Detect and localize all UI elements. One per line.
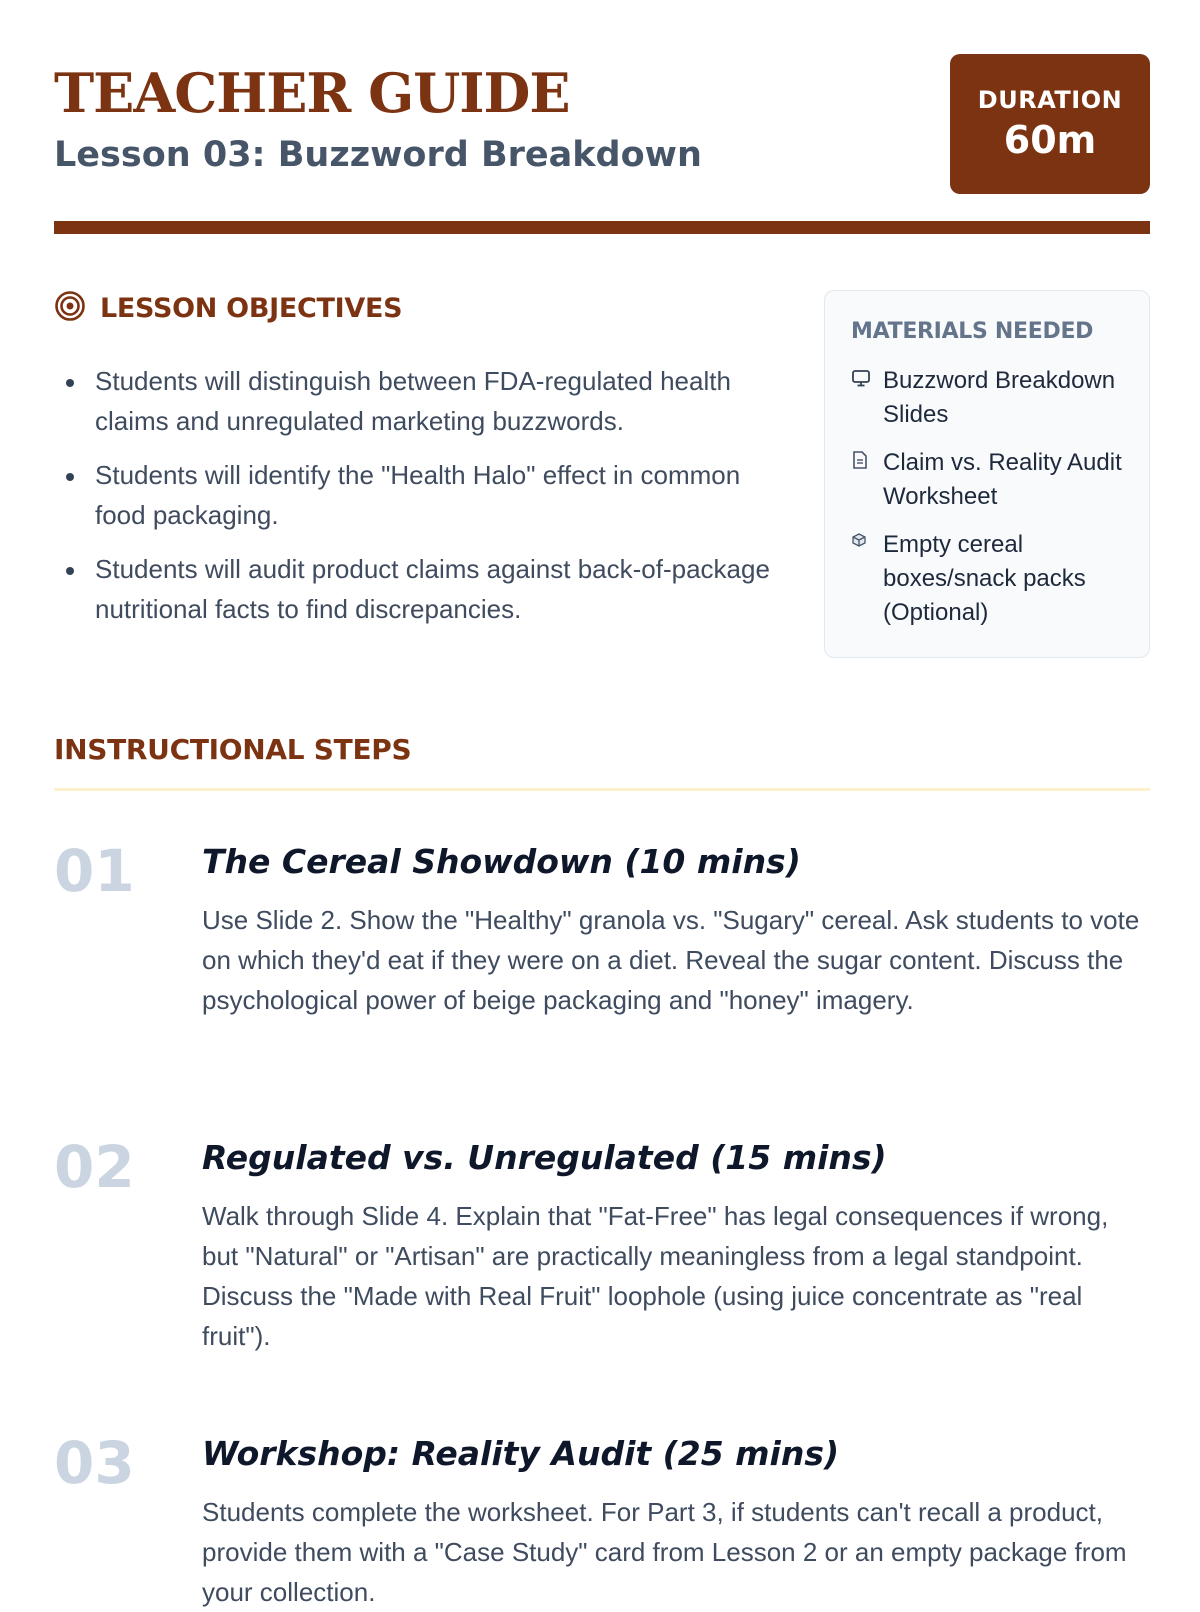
lesson-subtitle: Lesson 03: Buzzword Breakdown: [54, 135, 702, 175]
objective-item: Students will distinguish between FDA-regulated health claims and unregulated marketing buzzwords.: [54, 361, 784, 441]
box-icon: [851, 528, 873, 630]
material-item: [851, 446, 1123, 514]
material-label: Buzzword Breakdown Slides: [883, 367, 1116, 428]
material-label: Claim vs. Reality Audit Worksheet: [883, 449, 1122, 510]
step-title: The Cereal Showdown (10 mins): [202, 842, 801, 881]
step-title: Regulated vs. Unregulated (15 mins): [202, 1138, 887, 1177]
step-body: [202, 842, 1150, 1020]
step-number: 03: [54, 1429, 135, 1497]
material-item: [851, 528, 1123, 630]
page-title: TEACHER GUIDE: [54, 61, 570, 125]
page-header: [54, 54, 1150, 194]
objectives-heading: [54, 290, 784, 327]
step-description: Students complete the worksheet. For Part 3, if students can't recall a product, provide them with a "Case Study" card from Lesson 2 or an empty package from your collection.: [202, 1496, 1127, 1607]
objectives-title: LESSON OBJECTIVES: [100, 293, 403, 324]
target-icon: [54, 290, 86, 327]
step-description: Walk through Slide 4. Explain that "Fat-Free" has legal consequences if wrong, but "Natural" or "Artisan" are practically meaningless from a legal standpoint. Discuss the "Made with Real Fruit" loophole (using juice concentrate as "real fruit").: [202, 1200, 1109, 1351]
objectives-list: [54, 361, 784, 629]
step-body: [202, 1138, 1150, 1356]
duration-badge: [950, 54, 1150, 194]
step-description: Use Slide 2. Show the "Healthy" granola vs. "Sugary" cereal. Ask students to vote on which they'd eat if they were on a diet. Reveal the sugar content. Discuss the psychological power of beige packaging and "honey" imagery.: [202, 904, 1140, 1015]
step-number: 01: [54, 837, 135, 905]
step-number: 02: [54, 1133, 135, 1201]
lesson-objectives-section: [54, 290, 784, 643]
steps-divider: [54, 788, 1150, 791]
materials-panel: [824, 290, 1150, 658]
monitor-icon: [851, 364, 873, 432]
material-label: Empty cereal boxes/snack packs (Optional): [883, 531, 1086, 626]
materials-title: MATERIALS NEEDED: [851, 319, 1094, 344]
step-title: Workshop: Reality Audit (25 mins): [202, 1434, 840, 1473]
materials-list: [851, 364, 1123, 630]
objective-item: Students will identify the "Health Halo" effect in common food packaging.: [54, 455, 784, 535]
duration-label: DURATION: [977, 86, 1123, 114]
duration-value: 60m: [1003, 118, 1097, 162]
objective-item: Students will audit product claims against back-of-package nutritional facts to find discrepancies.: [54, 549, 784, 629]
step-body: [202, 1434, 1150, 1612]
document-icon: [851, 446, 873, 514]
material-item: [851, 364, 1123, 432]
instructional-steps-title: INSTRUCTIONAL STEPS: [54, 733, 412, 766]
header-divider: [54, 221, 1150, 234]
